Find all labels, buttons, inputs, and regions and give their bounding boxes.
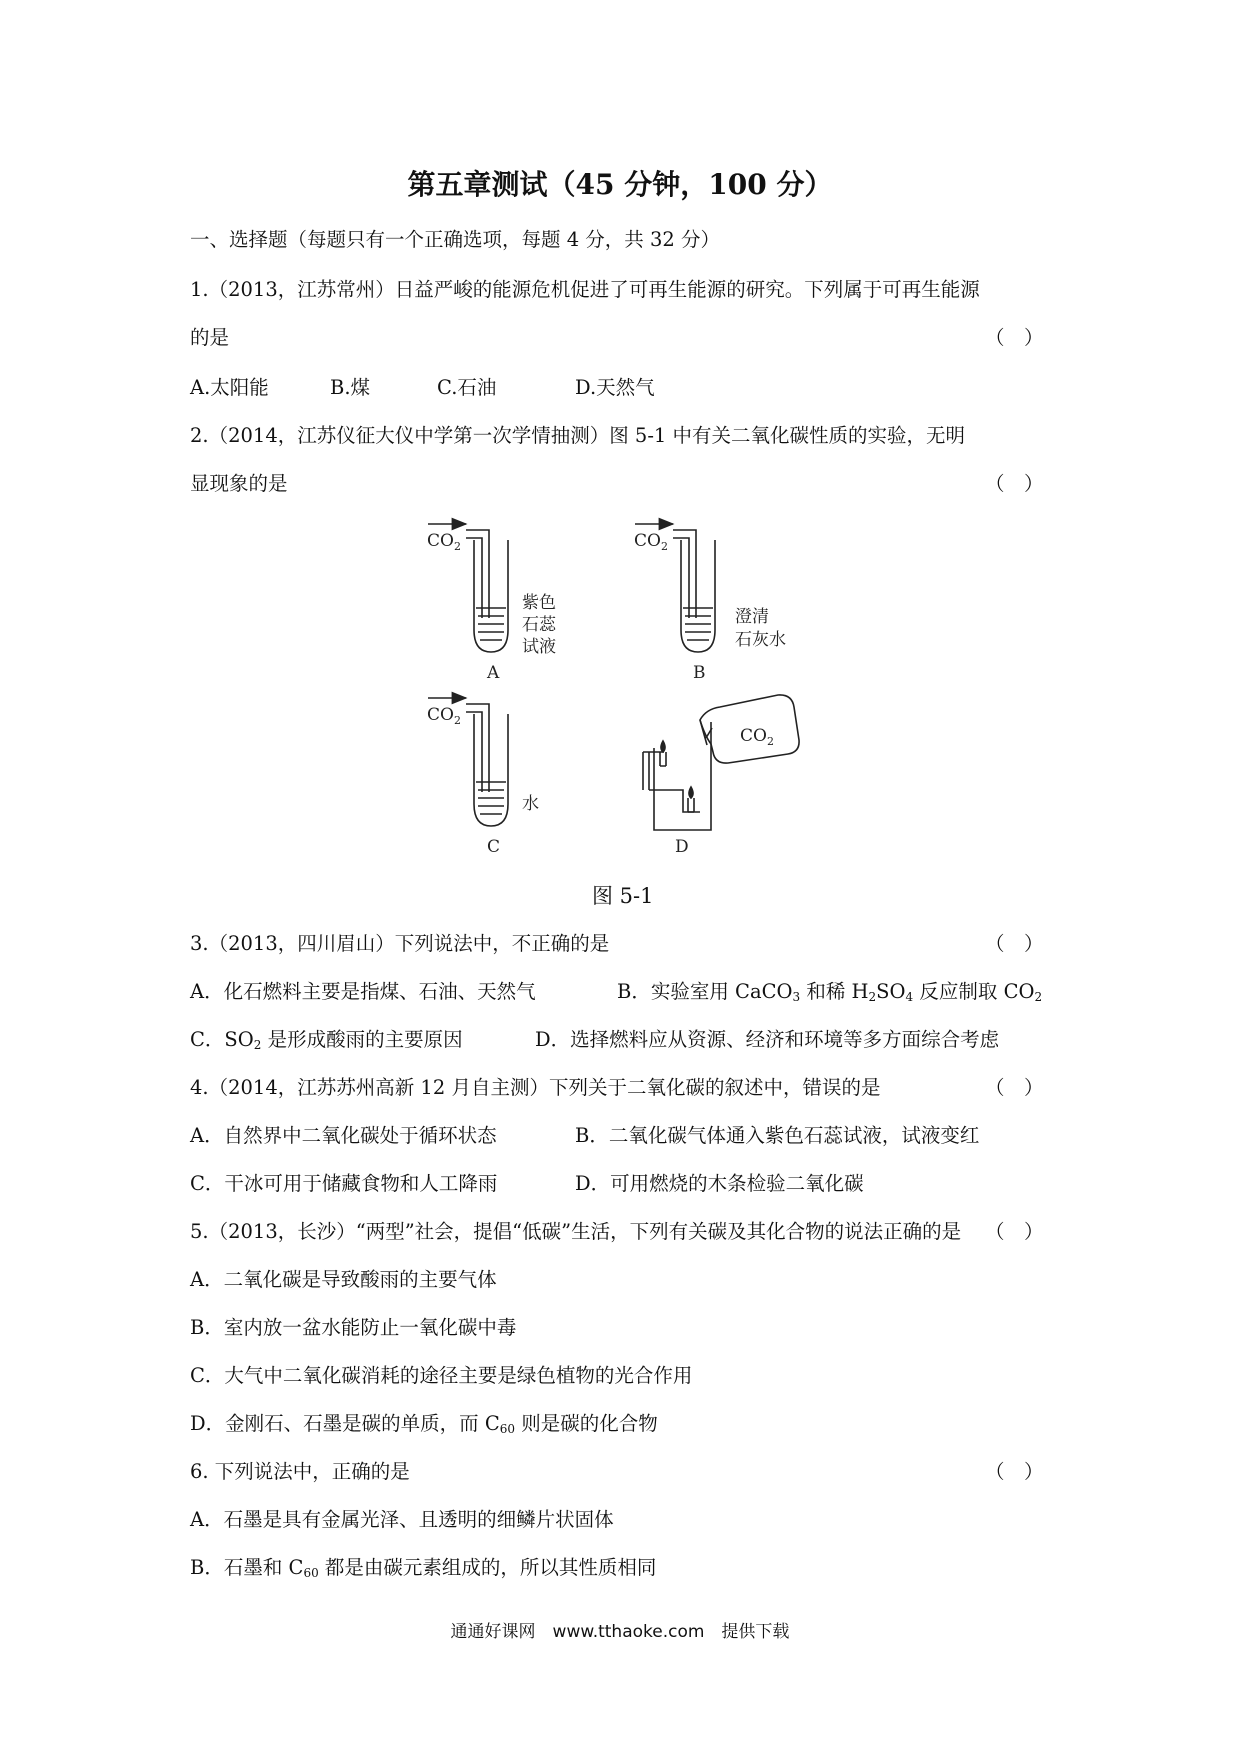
q5-option-d: D．金刚石、石墨是碳的单质，而 $C_{60}$ 则是碳的化合物 [190, 1412, 658, 1436]
q1-option-d: D.天然气 [575, 376, 655, 399]
q5-answer-paren: （ ） [985, 1220, 1044, 1243]
q4-option-c: C．干冰可用于储藏食物和人工降雨 [190, 1172, 498, 1195]
co2-label-c: $CO_2$ [427, 705, 461, 727]
test-tube-c [474, 714, 508, 826]
q6-answer-paren: （ ） [985, 1460, 1044, 1483]
co2-label-b: $CO_2$ [634, 531, 668, 553]
q1-option-b: B.煤 [330, 376, 371, 399]
q5-option-b: B．室内放一盆水能防止一氧化碳中毒 [190, 1316, 517, 1339]
q6-stem: 6. 下列说法中，正确的是 [190, 1460, 410, 1483]
q1-stem-line2: 的是 [190, 326, 230, 349]
q3-option-b: B．实验室用 CaCO$_3$ 和稀 $H_2SO_4$ 反应制取 $CO_2$ [617, 980, 1043, 1004]
q6-option-b: B．石墨和 $C_{60}$ 都是由碳元素组成的，所以其性质相同 [190, 1556, 657, 1580]
candle-lower-d [688, 798, 694, 812]
q4-answer-paren: （ ） [985, 1076, 1044, 1099]
candle-upper-d [660, 752, 666, 766]
q4-option-a: A．自然界中二氧化碳处于循环状态 [190, 1124, 497, 1147]
q4-stem: 4.（2014，江苏苏州高新 12 月自主测）下列关于二氧化碳的叙述中，错误的是 [190, 1076, 881, 1099]
reagent-b-line1: 澄清 [735, 607, 769, 627]
q3-answer-paren: （ ） [985, 932, 1044, 955]
q6-option-a: A．石墨是具有金属光泽、且透明的细鳞片状固体 [190, 1508, 614, 1531]
liquid-c [476, 782, 506, 814]
q2-stem-line1: 2.（2014，江苏仪征大仪中学第一次学情抽测）图 5-1 中有关二氧化碳性质的实验，无明 [190, 424, 966, 447]
q4-option-d: D．可用燃烧的木条检验二氧化碳 [575, 1172, 864, 1195]
delivery-tube-b [673, 530, 696, 618]
q1-stem-line1: 1.（2013，江苏常州）日益严峻的能源危机促进了可再生能源的研究。下列属于可再生能源 [190, 278, 980, 301]
label-d: D [675, 837, 689, 857]
co2-label-d: $CO_2$ [740, 726, 774, 748]
liquid-a [476, 608, 506, 640]
reagent-a-line1: 紫色 [522, 593, 556, 613]
q2-answer-paren: （ ） [985, 472, 1044, 495]
reagent-a-line3: 试液 [522, 637, 556, 657]
delivery-tube-a [466, 530, 489, 618]
q3-option-c: C．$SO_2$ 是形成酸雨的主要原因 [190, 1028, 463, 1052]
test-tube-a [474, 540, 508, 652]
apparatus-d [643, 695, 799, 830]
q3-option-a: A．化石燃料主要是指煤、石油、天然气 [190, 980, 536, 1003]
q2-stem-line2: 显现象的是 [190, 472, 288, 495]
co2-label-a: $CO_2$ [427, 531, 461, 553]
q1-option-a: A.太阳能 [190, 376, 269, 399]
label-a: A [487, 663, 500, 683]
label-b: B [693, 663, 706, 683]
stair-stand-d [643, 752, 700, 812]
q3-stem: 3.（2013，四川眉山）下列说法中，不正确的是 [190, 932, 610, 955]
flame-lower-d [689, 787, 693, 798]
q4-option-b: B．二氧化碳气体通入紫色石蕊试液，试液变红 [575, 1124, 980, 1147]
reagent-c-line1: 水 [522, 794, 539, 814]
figure-caption: 图 5-1 [592, 884, 654, 908]
reagent-b-line2: 石灰水 [735, 630, 786, 650]
q5-stem: 5.（2013，长沙）“两型”社会，提倡“低碳”生活，下列有关碳及其化合物的说法正确的是 [190, 1220, 962, 1243]
section-heading: 一、选择题（每题只有一个正确选项，每题 4 分，共 32 分） [190, 228, 721, 251]
q3-option-d: D．选择燃料应从资源、经济和环境等多方面综合考虑 [535, 1028, 1000, 1051]
test-tube-b [681, 540, 715, 652]
q1-answer-paren: （ ） [985, 326, 1044, 349]
beaker-d [654, 722, 711, 830]
q1-option-c: C.石油 [437, 376, 497, 399]
page-title: 第五章测试（45 分钟，100 分） [407, 168, 833, 201]
liquid-b [683, 608, 713, 640]
q5-option-c: C．大气中二氧化碳消耗的途径主要是绿色植物的光合作用 [190, 1364, 693, 1387]
reagent-a-line2: 石蕊 [522, 615, 556, 635]
flame-upper-d [661, 741, 665, 752]
page-footer: 通通好课网 www.tthaoke.com 提供下载 [450, 1622, 790, 1642]
label-c: C [487, 837, 501, 857]
delivery-tube-c [466, 704, 489, 792]
q5-option-a: A．二氧化碳是导致酸雨的主要气体 [190, 1268, 497, 1291]
